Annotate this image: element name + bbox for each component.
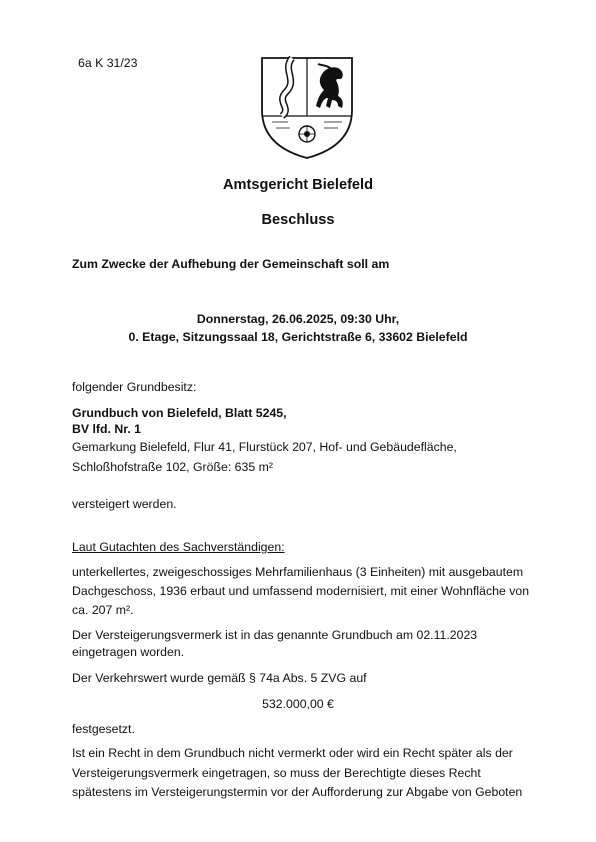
property-address: Schloßhofstraße 102, Größe: 635 m² xyxy=(72,460,273,474)
nrw-coat-of-arms-icon xyxy=(258,50,356,160)
value-lead: Der Verkehrswert wurde gemäß § 74a Abs. 5 ZVG auf xyxy=(72,671,367,685)
registration-line: eingetragen worden. xyxy=(72,645,185,659)
property-lead: folgender Grundbesitz: xyxy=(72,380,197,394)
expert-line: unterkellertes, zweigeschossiges Mehrfamilienhaus (3 Einheiten) mit ausgebautem xyxy=(72,565,524,579)
expert-heading: Laut Gutachten des Sachverständigen: xyxy=(72,540,285,554)
rights-line: spätestens im Versteigerungstermin vor der Aufforderung zur Abgabe von Geboten xyxy=(72,785,523,799)
registration-line: Der Versteigerungsvermerk ist in das genannte Grundbuch am 02.11.2023 xyxy=(72,628,478,642)
property-register: Grundbuch von Bielefeld, Blatt 5245, xyxy=(72,406,287,420)
case-number: 6a K 31/23 xyxy=(78,56,138,70)
auction-location: 0. Etage, Sitzungssaal 18, Gerichtstraße 6, 33602 Bielefeld xyxy=(128,330,468,344)
rights-line: Ist ein Recht in dem Grundbuch nicht vermerkt oder wird ein Recht später als der xyxy=(72,746,513,760)
document-type: Beschluss xyxy=(261,212,335,228)
value-fixed: festgesetzt. xyxy=(72,722,135,736)
expert-line: ca. 207 m². xyxy=(72,603,134,617)
auctioned-text: versteigert werden. xyxy=(72,497,177,511)
property-item: BV lfd. Nr. 1 xyxy=(72,422,142,436)
rights-line: Versteigerungsvermerk eingetragen, so muss der Berechtigte dieses Recht xyxy=(72,766,481,780)
market-value-amount: 532.000,00 € xyxy=(262,697,334,711)
court-name: Amtsgericht Bielefeld xyxy=(222,177,374,193)
intro-text: Zum Zwecke der Aufhebung der Gemeinschaft soll am xyxy=(72,257,390,271)
property-description: Gemarkung Bielefeld, Flur 41, Flurstück 207, Hof- und Gebäudefläche, xyxy=(72,440,457,454)
auction-date: Donnerstag, 26.06.2025, 09:30 Uhr, xyxy=(196,312,400,326)
expert-line: Dachgeschoss, 1936 erbaut und umfassend modernisiert, mit einer Wohnfläche von xyxy=(72,584,530,598)
